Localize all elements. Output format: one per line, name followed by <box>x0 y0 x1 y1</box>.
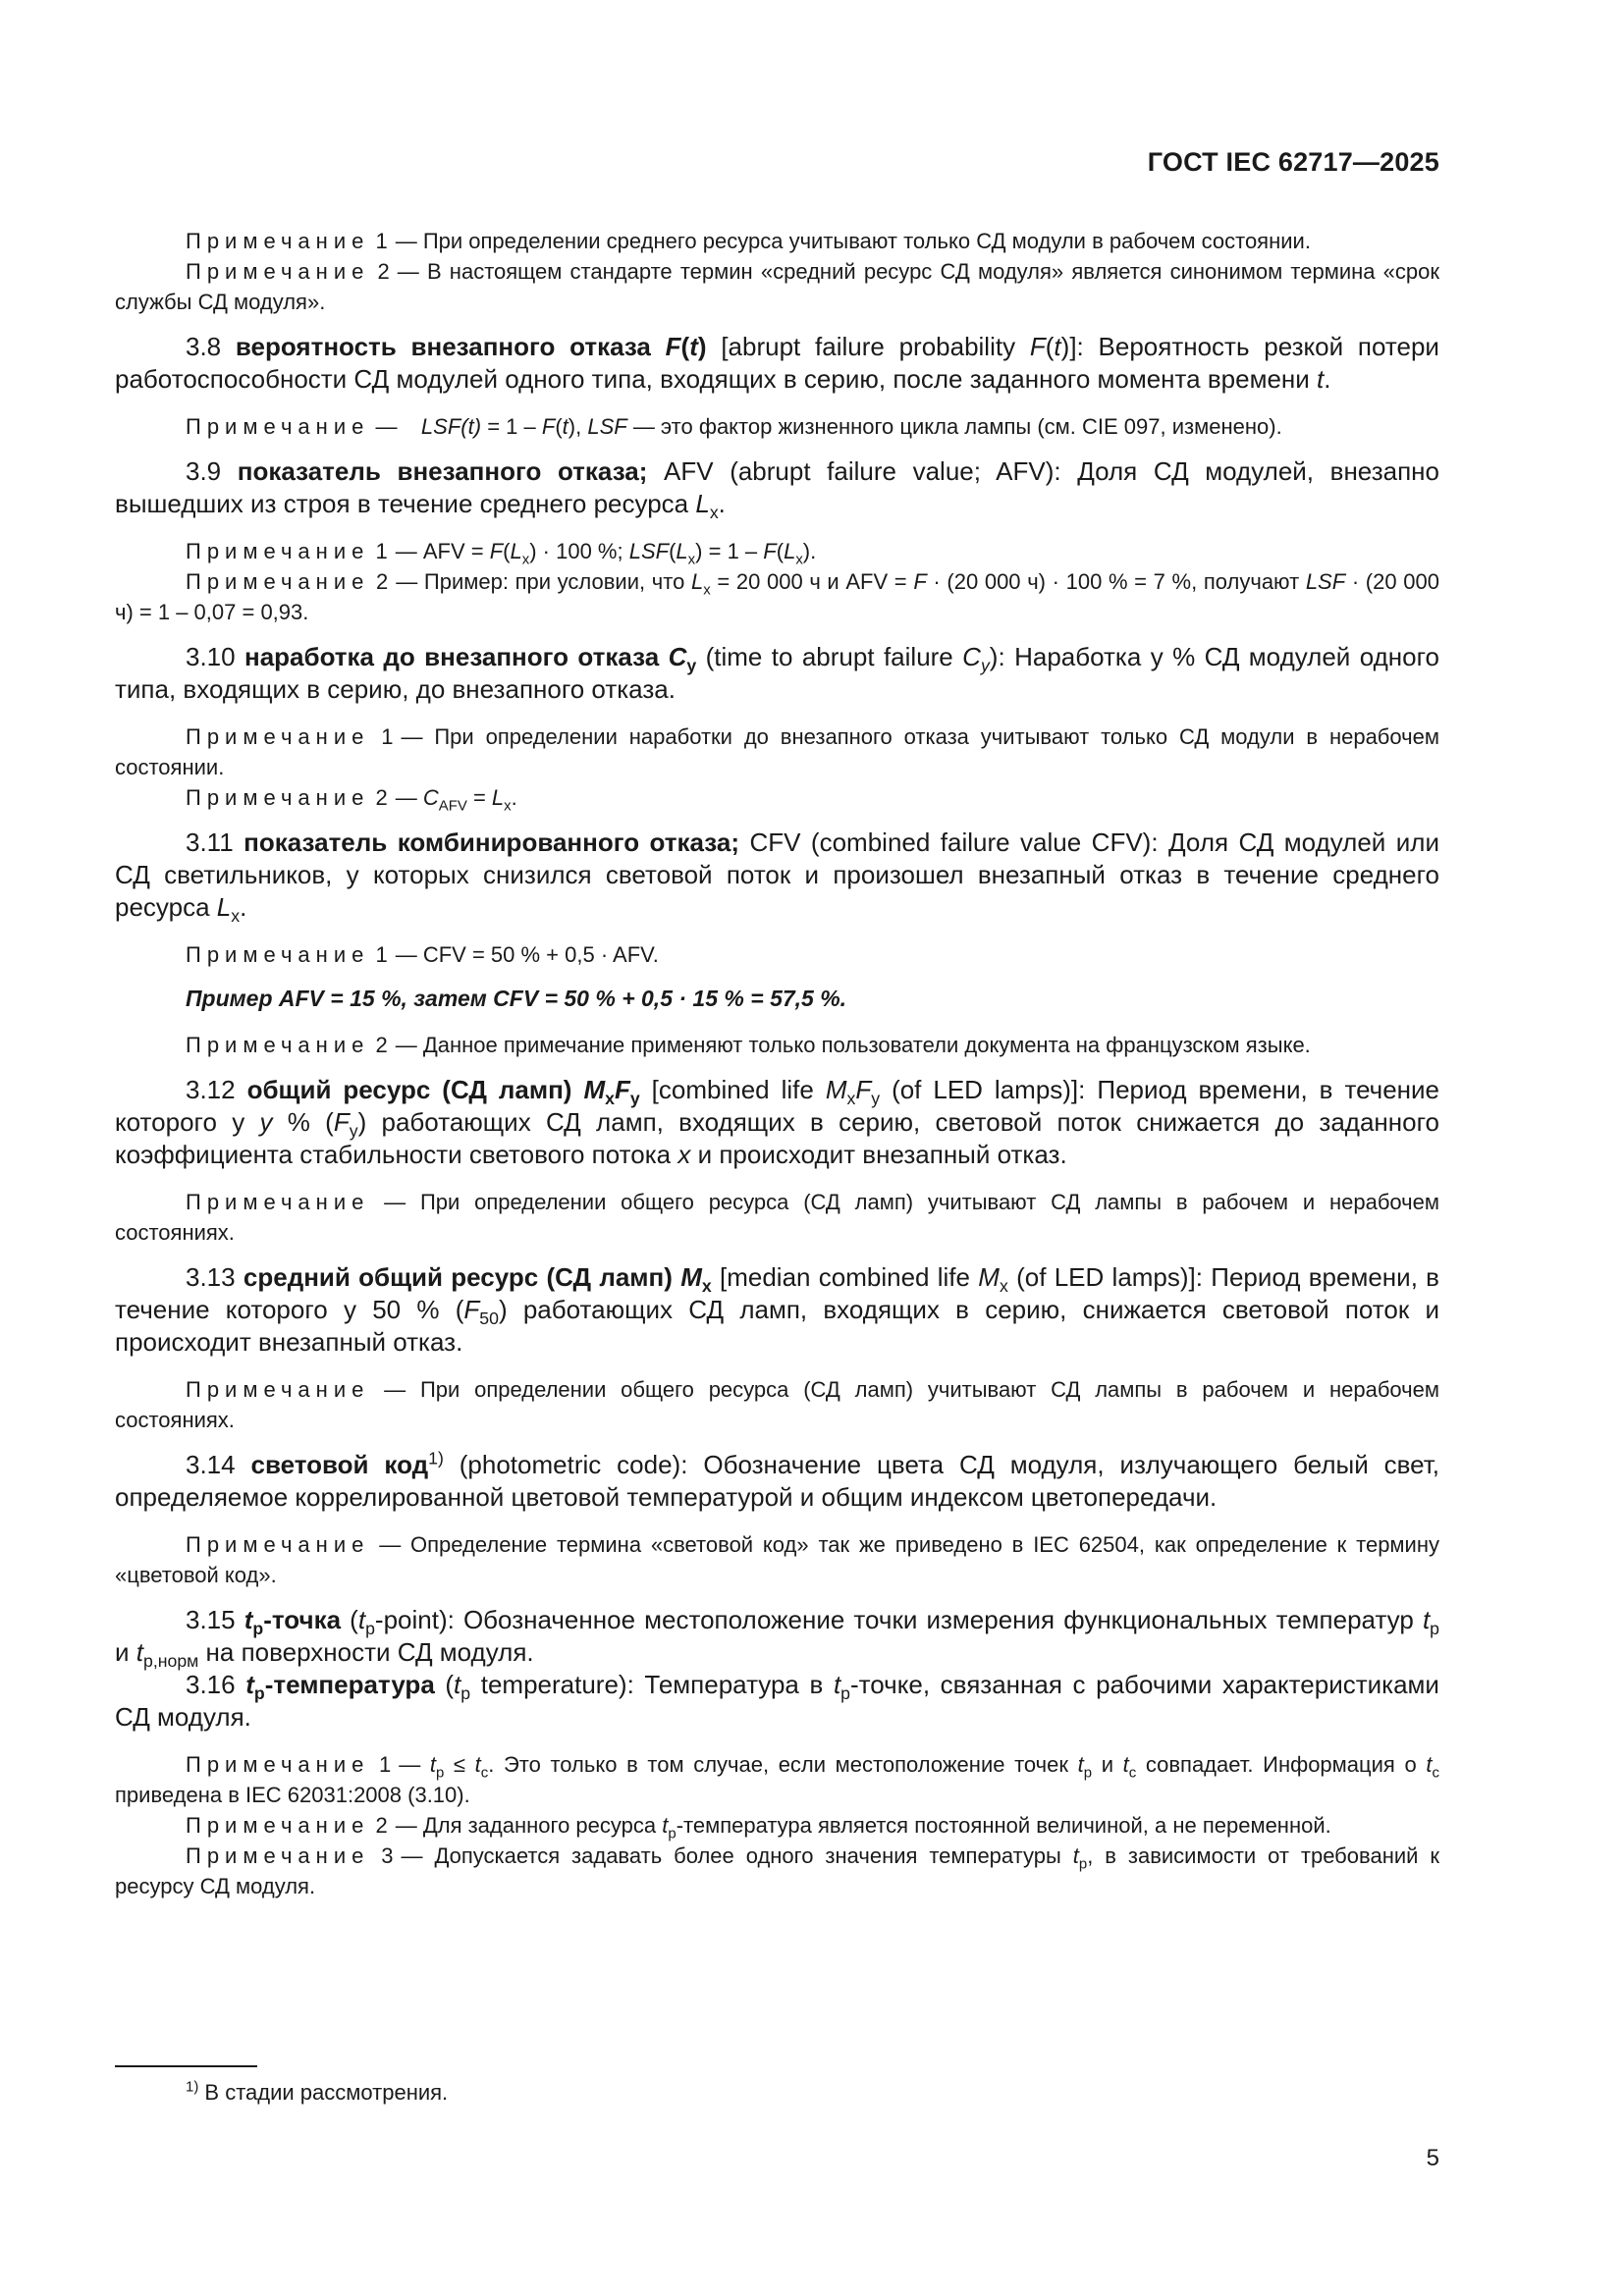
standard-header: ГОСТ IEC 62717—2025 <box>1147 147 1439 177</box>
footnote-divider <box>115 2065 257 2067</box>
term-name: средний общий ресурс (СД ламп) <box>243 1262 673 1292</box>
footnote-text: В стадии рассмотрения. <box>204 2080 449 2105</box>
term-3-9: 3.9 показатель внезапного отказа; AFV (abrupt failure value; AFV): Доля СД модулей, внезапно вышедших из строя в течение среднего ресурса $L_x$. <box>115 456 1439 523</box>
note-paragraph: Примечание 1 — AFV = $F(L_x) \cdot 100$ %; $LSF(L_x) = 1 - F(L_x)$. <box>186 539 817 568</box>
footnote <box>186 2080 448 2106</box>
term-name: -точка <box>263 1605 342 1634</box>
term-name: световой код <box>250 1450 429 1479</box>
note-label: Примечание <box>186 229 370 253</box>
term-3-14: 3.14 световой код$^{1)}$ (photometric code): Обозначение цвета СД модуля, излучающего белый свет, определяемое коррелированной цветовой температурой и общим индексом цветопередачи. <box>115 1448 1439 1512</box>
term-3-12: 3.12 общий ресурс (СД ламп) $M_xF_y$ [combined life $M_xF_y$ (of LED lamps)]: Период времени, в течение которого у y % $(F_y)$ работающих СД ламп, входящих в серию, световой поток снижается до заданного коэффициента стабильности светового потока x и происходит внезапный отказ. <box>115 1075 1440 1169</box>
note-paragraph: Примечание 2 — В настоящем стандарте термин «средний ресурс СД модуля» является синонимом термина «срок службы СД модуля». <box>115 259 1439 314</box>
term-name: показатель комбинированного отказа; <box>244 828 739 857</box>
note-paragraph: Примечание 2 — Для заданного ресурса $t_p$-температура является постоянной величиной, а не переменной. <box>186 1813 1331 1842</box>
term-name: -температура <box>264 1670 435 1699</box>
note-label: Примечание <box>186 259 370 284</box>
term-name: показатель внезапного отказа; <box>237 456 648 486</box>
term-3-13: 3.13 средний общий ресурс (СД ламп) $M_x$ [median combined life $M_x$ (of LED lamps)]: Период времени, в течение которого у 50 % $(F_{50})$ работающих СД ламп, входящих в серию, снижается световой поток и происходит внезапный отказ. <box>115 1262 1440 1357</box>
page-number: 5 <box>1426 2145 1439 2171</box>
term-name: наработка до внезапного отказа <box>244 642 660 671</box>
example-text: Пример AFV = 15 %, затем CFV = 50 % + 0,5 · 15 % = 57,5 %. <box>186 986 847 1011</box>
note-paragraph: Примечание — При определении общего ресурса (СД ламп) учитывают СД лампы в рабочем и нерабочем состояниях. <box>115 1190 1439 1245</box>
term-3-11: 3.11 показатель комбинированного отказа; CFV (combined failure value CFV): Доля СД модулей или СД светильников, у которых снизился световой поток и произошел внезапный отказ в течение среднего ресурса $L_x$. <box>115 828 1439 927</box>
note-paragraph: Примечание 1 — При определении среднего ресурса учитывают только СД модули в рабочем состоянии. <box>186 229 1311 253</box>
document-page <box>115 0 1439 2296</box>
term-3-16: 3.16 $t_p$-температура ($t_p$ temperature): Температура в $t_p$-точке, связанная с рабочими характеристиками СД модуля. <box>115 1670 1439 1732</box>
note-paragraph: Примечание 1 — CFV = 50 % + 0,5 · AFV. <box>186 942 659 967</box>
term-name: вероятность внезапного отказа <box>235 332 651 361</box>
term-3-15: 3.15 $t_p$-точка $(t_p-point)$: Обозначенное местоположение точки измерения функциональных температур $t_p$ и $t_{p,норм}$ на поверхности СД модуля. <box>115 1605 1440 1672</box>
note-paragraph: Примечание 2 — $C_{AFV} = L_x$. <box>186 785 517 815</box>
note-paragraph: Примечание — LSF(t) = 1 – F(t), LSF — это фактор жизненного цикла лампы (см. CIE 097, изменено). <box>186 414 1282 439</box>
note-paragraph: Примечание 1 — При определении наработки до внезапного отказа учитывают только СД модули в нерабочем состоянии. <box>115 724 1439 779</box>
note-paragraph: Примечание 1 — $t_p \le t_c$. Это только в том случае, если местоположение точек $t_p$ и $t_c$ совпадает. Информация о $t_c$ приведена в IEC 62031:2008 (3.10). <box>115 1752 1439 1807</box>
page-content <box>115 226 1439 1901</box>
note-paragraph: Примечание 3 — Допускается задавать более одного значения температуры $t_p$, в зависимости от требований к ресурсу СД модуля. <box>115 1843 1439 1898</box>
footnote-mark: 1) <box>186 2078 199 2096</box>
term-3-8: 3.8 вероятность внезапного отказа F(t) [abrupt failure probability F(t)]: Вероятность резкой потери работоспособности СД модулей одного типа, входящих в серию, после заданного момента времени t. <box>115 332 1439 394</box>
note-paragraph: Примечание 2 — Данное примечание применяют только пользователи документа на французском языке. <box>186 1033 1311 1057</box>
note-paragraph: Примечание — Определение термина «световой код» так же приведено в IEC 62504, как определение к термину «цветовой код». <box>115 1532 1439 1587</box>
term-3-10: 3.10 наработка до внезапного отказа $C_y$ (time to abrupt failure $C_y$): Наработка у % СД модулей одного типа, входящих в серию, до внезапного отказа. <box>115 642 1439 704</box>
note-paragraph: Примечание — При определении общего ресурса (СД ламп) учитывают СД лампы в рабочем и нерабочем состояниях. <box>115 1377 1439 1432</box>
footnote-ref: 1) <box>428 1448 444 1468</box>
note-paragraph: Примечание 2 — Пример: при условии, что $L_x = 20$ 000 ч и AFV = F · (20 000 ч) · 100 % = 7 %, получают LSF · (20 000 ч) = 1 – 0,07 = 0,93. <box>115 569 1439 624</box>
term-name: общий ресурс (СД ламп) <box>246 1075 572 1104</box>
